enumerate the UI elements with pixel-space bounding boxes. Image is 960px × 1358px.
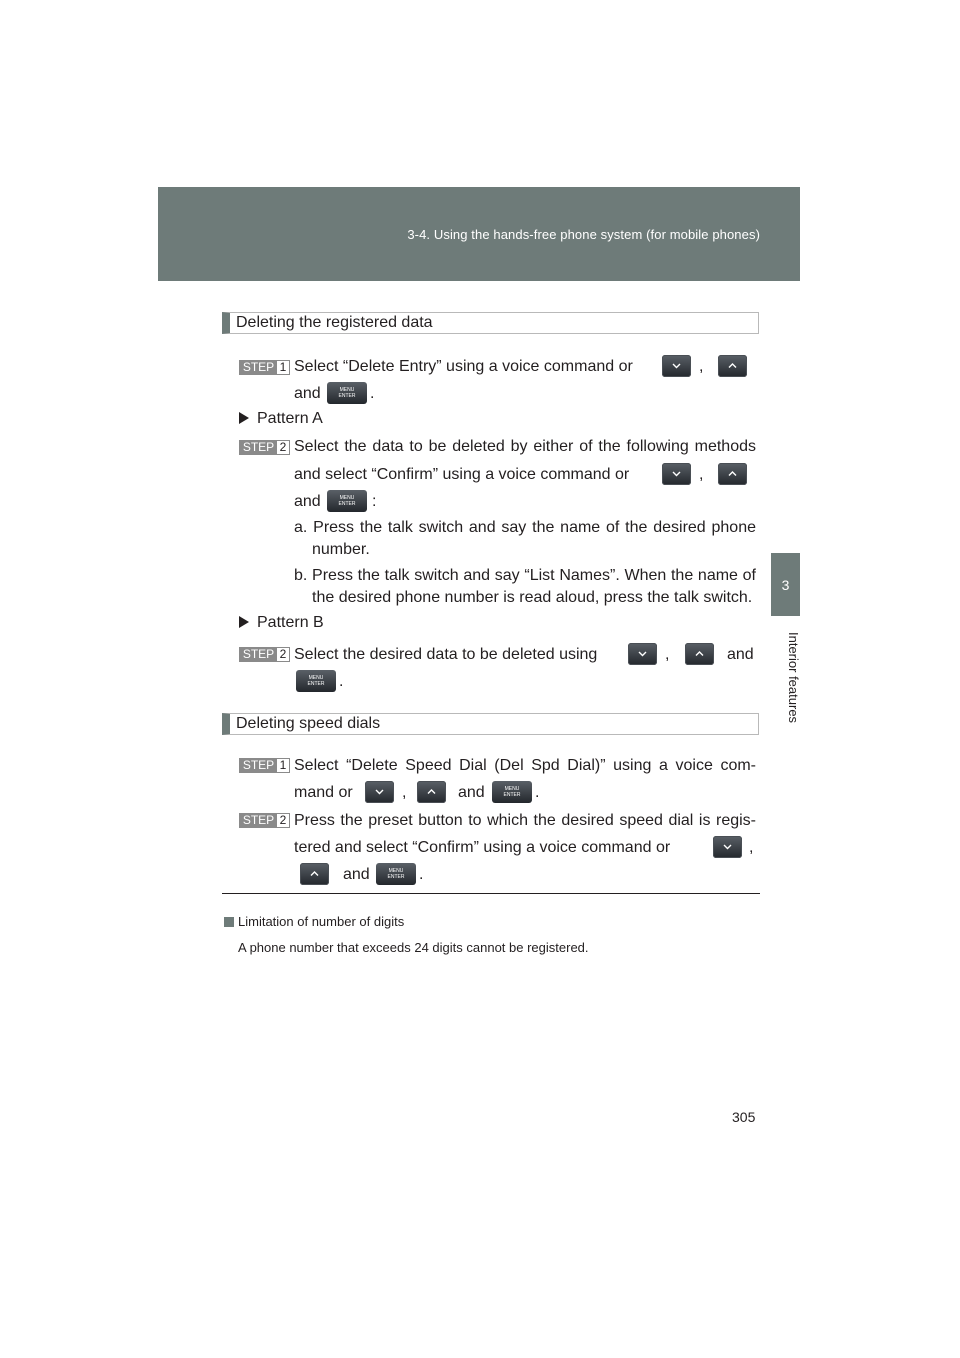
enter-icon-label: ENTER	[503, 792, 521, 798]
triangle-bullet-icon	[239, 412, 249, 424]
and-text: and	[727, 646, 754, 663]
instruction-text: Select the data to be deleted by either of the following methods	[294, 438, 756, 455]
and-text: and	[294, 493, 321, 510]
note-body: A phone number that exceeds 24 digits cannot be registered.	[238, 940, 589, 955]
step-label: STEP	[242, 360, 275, 374]
step-badge	[239, 813, 290, 828]
comma-text: ,	[749, 839, 754, 856]
enter-icon-label: ENTER	[307, 681, 325, 687]
step-label: STEP	[242, 758, 275, 772]
pattern-b-label: Pattern B	[257, 614, 324, 631]
period-text: .	[339, 673, 344, 690]
pattern-a-label: Pattern A	[257, 410, 323, 427]
and-text: and	[343, 866, 370, 883]
period-text: .	[419, 866, 424, 883]
period-text: .	[370, 385, 375, 402]
and-text: and	[294, 385, 321, 402]
instruction-text: mand or	[294, 784, 353, 801]
step-number: 1	[277, 361, 289, 374]
colon-text: :	[372, 493, 377, 510]
section-title-deleting-registered-data	[222, 312, 759, 334]
comma-text: ,	[665, 646, 670, 663]
note-title-text: Limitation of number of digits	[238, 914, 405, 929]
chevron-down-icon	[713, 836, 742, 858]
menu-enter-icon	[296, 670, 336, 692]
and-text: and	[458, 784, 485, 801]
step-number: 2	[277, 648, 289, 661]
instruction-text: and select “Confirm” using a voice command or	[294, 466, 630, 483]
instruction-text: tered and select “Confirm” using a voice command or	[294, 839, 671, 856]
method-b-text: b. Press the talk switch and say “List Names”. When the name of	[294, 567, 756, 584]
chevron-up-icon	[300, 863, 329, 885]
enter-icon-label: ENTER	[387, 874, 405, 880]
instruction-text: Select the desired data to be deleted using	[294, 646, 598, 663]
chevron-up-icon	[718, 463, 747, 485]
comma-text: ,	[699, 466, 704, 483]
header-title: 3-4. Using the hands-free phone system (for mobile phones)	[407, 227, 760, 242]
chevron-up-icon	[685, 643, 714, 665]
section-title-text: Deleting speed dials	[236, 715, 381, 732]
chevron-up-icon	[718, 355, 747, 377]
chapter-tab: 3	[771, 553, 800, 616]
menu-enter-icon	[327, 382, 367, 404]
pattern-a-heading	[239, 410, 323, 428]
comma-text: ,	[699, 358, 704, 375]
enter-icon-label: ENTER	[338, 501, 356, 507]
menu-enter-icon	[376, 863, 416, 885]
header-band	[158, 187, 800, 281]
menu-icon-label: MENU	[339, 495, 355, 501]
section-title-deleting-speed-dials	[222, 713, 759, 735]
chevron-down-icon	[662, 355, 691, 377]
pattern-b-heading	[239, 614, 324, 632]
step-badge	[239, 647, 290, 662]
step-label: STEP	[242, 813, 275, 827]
step-number: 1	[277, 759, 289, 772]
step-badge	[239, 440, 290, 455]
instruction-text: Select “Delete Entry” using a voice command or	[294, 358, 633, 375]
menu-enter-icon	[327, 490, 367, 512]
instruction-text: Select “Delete Speed Dial (Del Spd Dial)” using a voice com-	[294, 757, 756, 774]
enter-icon-label: ENTER	[338, 393, 356, 399]
step-badge	[239, 360, 290, 375]
method-b-text: the desired phone number is read aloud, press the talk switch.	[312, 589, 753, 606]
square-bullet-icon	[224, 917, 234, 927]
step-badge	[239, 758, 290, 773]
menu-icon-label: MENU	[388, 868, 404, 874]
menu-icon-label: MENU	[308, 675, 324, 681]
chevron-down-icon	[628, 643, 657, 665]
triangle-bullet-icon	[239, 616, 249, 628]
chevron-up-icon	[417, 781, 446, 803]
page-number: 305	[732, 1109, 756, 1125]
step-label: STEP	[242, 440, 275, 454]
menu-icon-label: MENU	[504, 786, 520, 792]
method-a-text: number.	[312, 541, 370, 558]
method-a-text: a. Press the talk switch and say the name of the desired phone	[294, 519, 756, 536]
chevron-down-icon	[662, 463, 691, 485]
step-number: 2	[277, 814, 289, 827]
chevron-down-icon	[365, 781, 394, 803]
note-title	[224, 914, 404, 929]
period-text: .	[535, 784, 540, 801]
menu-icon-label: MENU	[339, 387, 355, 393]
menu-enter-icon	[492, 781, 532, 803]
step-number: 2	[277, 441, 289, 454]
section-title-text: Deleting the registered data	[236, 314, 433, 331]
instruction-text: Press the preset button to which the desired speed dial is regis-	[294, 812, 756, 829]
chapter-label: Interior features	[786, 632, 801, 724]
step-label: STEP	[242, 647, 275, 661]
section-divider	[222, 893, 760, 894]
comma-text: ,	[402, 784, 407, 801]
